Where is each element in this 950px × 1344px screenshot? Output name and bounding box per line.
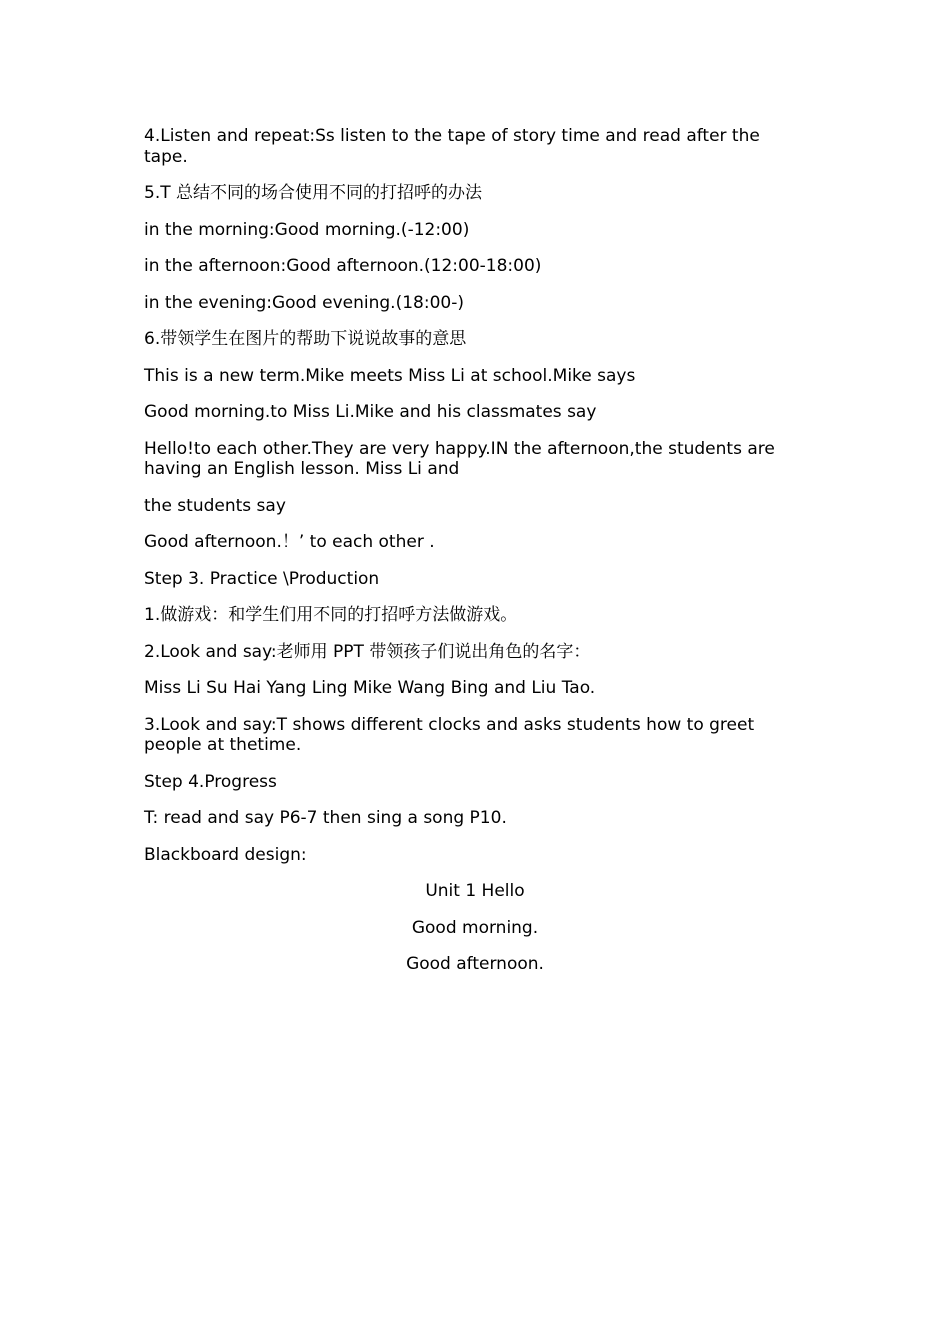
blackboard-line-afternoon: Good afternoon. (406, 954, 544, 974)
paragraph-homework: T: read and say P6-7 then sing a song P10. (144, 808, 507, 828)
paragraph-morning: in the morning:Good morning.(-12:00) (144, 219, 470, 240)
paragraph-character-names: Miss Li Su Hai Yang Ling Mike Wang Bing and Liu Tao. (144, 678, 596, 698)
paragraph-good-afternoon: Good afternoon.！’ to each other . (144, 532, 435, 552)
paragraph-new-term: This is a new term.Mike meets Miss Li at school.Mike says (144, 365, 636, 386)
paragraph-hello-each-other: Hello!to each other.They are very happy.IN the afternoon,the students are having an English lesson. Miss Li and (144, 438, 775, 479)
paragraph-game: 1.做游戏：和学生们用不同的打招呼方法做游戏。 (144, 605, 518, 625)
paragraph-listen-repeat: 4.Listen and repeat:Ss listen to the tape of story time and read after the tape. (144, 126, 760, 167)
paragraph-step-4: Step 4.Progress (144, 771, 277, 792)
paragraph-look-say-clocks: 3.Look and say:T shows different clocks and asks students how to greet people at thetime. (144, 714, 755, 755)
paragraph-summary-greetings: 5.T 总结不同的场合使用不同的打招呼的办法 (144, 183, 483, 203)
blackboard-title: Unit 1 Hello (425, 881, 525, 901)
paragraph-look-say-ppt: 2.Look and say:老师用 PPT 带领孩子们说出角色的名字： (144, 641, 591, 662)
paragraph-afternoon: in the afternoon:Good afternoon.(12:00-18:00) (144, 256, 542, 276)
paragraph-step-3: Step 3. Practice \Production (144, 568, 380, 589)
paragraph-good-morning: Good morning.to Miss Li.Mike and his classmates say (144, 402, 597, 422)
paragraph-blackboard-heading: Blackboard design: (144, 844, 307, 865)
document-body (144, 126, 806, 991)
paragraph-evening: in the evening:Good evening.(18:00-) (144, 292, 464, 313)
paragraph-students-say: the students say (144, 495, 286, 516)
paragraph-story-meaning: 6.带领学生在图片的帮助下说说故事的意思 (144, 329, 467, 349)
blackboard-line-morning: Good morning. (411, 917, 539, 938)
